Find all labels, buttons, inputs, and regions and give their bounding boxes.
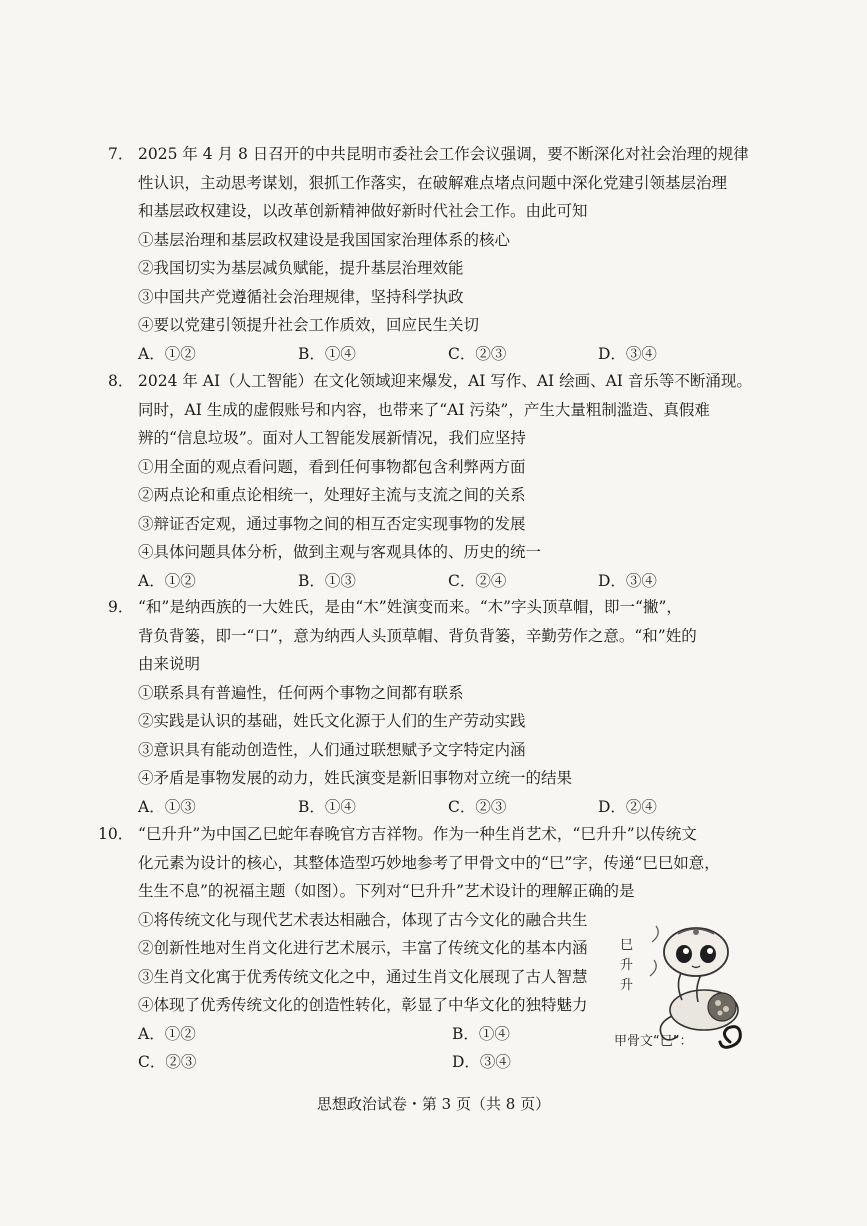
statement-2: ②我国切实为基层减负赋能，提升基层治理效能 xyxy=(138,259,464,277)
question-text-line: 化元素为设计的核心，其整体造型巧妙地参考了甲骨文中的“巳”字，传递“巳巳如意， xyxy=(138,853,720,872)
statement-3: ③中国共产党遵循社会治理规律，坚持科学执政 xyxy=(138,287,464,306)
choice-d[interactable]: D．③④ xyxy=(452,1053,511,1071)
statement-3: ③生肖文化寓于优秀传统文化之中，通过生肖文化展现了古人智慧 xyxy=(138,967,588,986)
choice-d[interactable]: D．③④ xyxy=(598,571,657,590)
answer-choices xyxy=(108,567,768,596)
choice-a[interactable]: A．①② xyxy=(138,1024,196,1043)
choice-a[interactable]: A．①② xyxy=(138,571,196,590)
question-text-line: 2025 年 4 月 8 日召开的中共昆明市委社会工作会议强调，要不断深化对社会治理的规律 xyxy=(138,145,749,163)
statement-1: ①联系具有普遍性，任何两个事物之间都有联系 xyxy=(138,683,464,702)
question-text-line: “和”是纳西族的一大姓氏，是由“木”姓演变而来。“木”字头顶草帽，即一“撇”， xyxy=(138,598,682,616)
choice-d[interactable]: D．③④ xyxy=(598,344,657,363)
choice-b[interactable]: B．①④ xyxy=(452,1024,510,1043)
statement-1: ①用全面的观点看问题，看到任何事物都包含利弊两方面 xyxy=(138,457,526,476)
page-footer: 思想政治试卷・第 3 页（共 8 页） xyxy=(316,1095,551,1113)
choice-c[interactable]: C．②④ xyxy=(448,571,507,590)
question-number: 9． xyxy=(108,598,134,616)
choice-c[interactable]: C．②③ xyxy=(138,1053,197,1071)
question-text-line: 2024 年 AI（人工智能）在文化领域迎来爆发，AI 写作、AI 绘画、AI 音乐等不断涌现。 xyxy=(138,372,752,390)
question-number: 10． xyxy=(98,825,134,843)
statement-4: ④要以党建引领提升社会工作质效，回应民生关切 xyxy=(138,316,480,334)
statement-2: ②实践是认识的基础，姓氏文化源于人们的生产劳动实践 xyxy=(138,712,526,730)
statement-1: ①基层治理和基层政权建设是我国国家治理体系的核心 xyxy=(138,230,511,249)
question-text-line: 背负背篓，即一“口”，意为纳西人头顶草帽、背负背篓，辛勤劳作之意。“和”姓的 xyxy=(138,626,697,645)
question-text-line: 和基层政权建设，以改革创新精神做好新时代社会工作。由此可知 xyxy=(138,202,588,220)
answer-choices xyxy=(108,340,768,369)
choice-a[interactable]: A．①② xyxy=(138,344,196,363)
choice-b[interactable]: B．①③ xyxy=(298,571,356,590)
statement-4: ④具体问题具体分析，做到主观与客观具体的、历史的统一 xyxy=(138,543,542,561)
choice-a[interactable]: A．①③ xyxy=(138,797,196,816)
question-number: 7． xyxy=(108,145,134,163)
question-8 xyxy=(108,367,768,595)
question-7 xyxy=(108,140,768,368)
statement-4: ④矛盾是事物发展的动力，姓氏演变是新旧事物对立统一的结果 xyxy=(138,769,573,787)
statement-1: ①将传统文化与现代艺术表达相融合，体现了古今文化的融合共生 xyxy=(138,910,588,929)
mascot-illustration xyxy=(612,912,762,1062)
question-number: 8． xyxy=(108,372,134,390)
statement-3: ③意识具有能动创造性，人们通过联想赋予文字特定内涵 xyxy=(138,740,526,759)
answer-choices xyxy=(108,793,768,822)
choice-b[interactable]: B．①④ xyxy=(298,344,356,363)
question-text-line: 生生不息”的祝福主题（如图）。下列对“巳升升”艺术设计的理解正确的是 xyxy=(138,882,635,900)
statement-4: ④体现了优秀传统文化的创造性转化，彰显了中华文化的独特魅力 xyxy=(138,996,588,1014)
choice-d[interactable]: D．②④ xyxy=(598,797,657,816)
statement-2: ②创新性地对生肖文化进行艺术展示，丰富了传统文化的基本内涵 xyxy=(138,939,588,957)
choice-c[interactable]: C．②③ xyxy=(448,344,507,363)
statement-3: ③辩证否定观，通过事物之间的相互否定实现事物的发展 xyxy=(138,514,526,533)
oracle-bone-caption: 甲骨文“巳”： xyxy=(614,1034,693,1049)
question-text-line: 辨的“信息垃圾”。面对人工智能发展新情况，我们应坚持 xyxy=(138,429,526,447)
mascot-name-label: 巳升升 xyxy=(620,938,634,993)
statement-2: ②两点论和重点论相统一，处理好主流与支流之间的关系 xyxy=(138,486,526,504)
question-9 xyxy=(108,593,768,821)
question-text-line: “巳升升”为中国乙巳蛇年春晚官方吉祥物。作为一种生肖艺术，“巳升升”以传统文 xyxy=(138,825,697,843)
choice-b[interactable]: B．①④ xyxy=(298,797,356,816)
question-text-line: 同时，AI 生成的虚假账号和内容，也带来了“AI 污染”，产生大量粗制滥造、真假难 xyxy=(138,400,710,419)
choice-c[interactable]: C．②③ xyxy=(448,797,507,816)
question-text-line: 性认识，主动思考谋划，狠抓工作落实，在破解难点堵点问题中深化党建引领基层治理 xyxy=(138,173,728,192)
question-text-line: 由来说明 xyxy=(138,655,201,673)
